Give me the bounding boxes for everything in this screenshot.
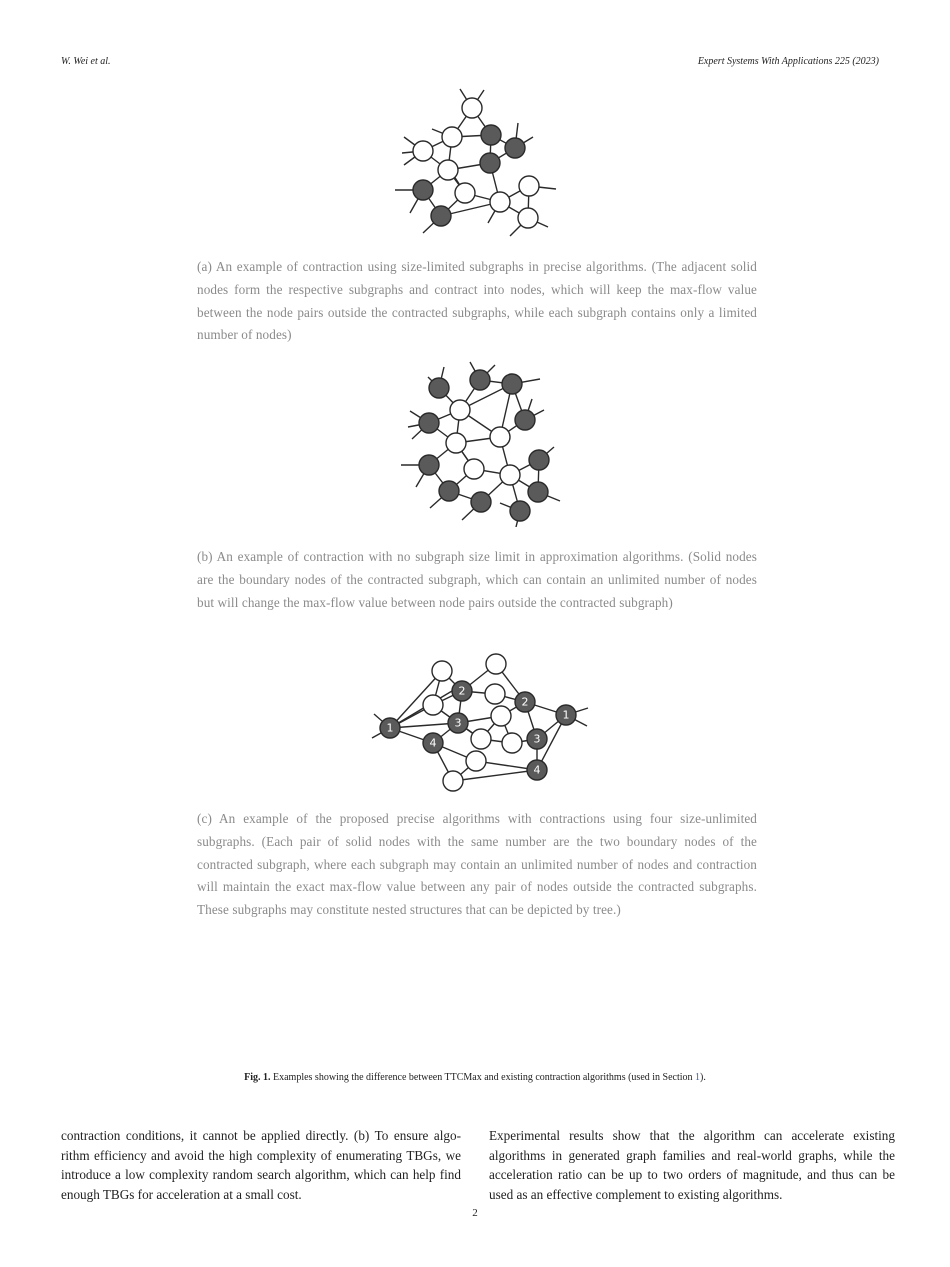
figure-caption [0,1072,950,1083]
svg-text:4: 4 [429,736,437,750]
graph-b [398,357,568,527]
figure-caption-text: Examples showing the difference between TTCMax and existing contraction algorithms (used in Section [273,1072,696,1083]
running-header-authors: W. Wei et al. [61,56,111,67]
node-4-right [527,760,547,780]
page-number: 2 [472,1207,478,1219]
subcaption-c: (c) An example of the proposed precise algorithms with contractions using four size-unlimited subgraphs. (Each pair of solid nodes with the same number are the two boundary nodes of the contracted subgraph, where each subgraph may contain an unlimited number of nodes and contraction will maintain the exact max-flow value between any pair of nodes outside the contracted subgraphs. These subgraphs may constitute nested structures that can be depicted by tree.) [197,811,757,918]
subcaption-a: (a) An example of contraction using size-limited subgraphs in precise algorithms. (The adjacent solid nodes form the respective subgraphs and contract into nodes, which will keep the max-flow value between the node pairs outside the contracted subgraphs, while each subgraph contains only a limited number of nodes) [197,259,757,343]
body-left-column: contraction conditions, it cannot be applied directly. (b) To ensure algo- rithm efficiency and avoid the high complexity of enumerating TBGs, we introduce a low complexity random search algorithm, which can help find enough TBGs for acceleration at a small cost. [61,1128,461,1202]
svg-text:2: 2 [521,695,529,709]
node-2-left [452,681,472,701]
svg-text:3: 3 [454,716,462,730]
node-1-left [380,718,400,738]
node-4-left [423,733,443,753]
svg-text:4: 4 [533,763,541,777]
svg-text:1: 1 [562,708,570,722]
body-right-column: Experimental results show that the algorithm can accelerate existing algorithms in generated graph families and real-world graphs, while the acceleration ratio can be up to two orders of magnitude, and thus can be used as an effective complement to existing algorithms. [489,1128,895,1202]
svg-text:1: 1 [386,721,394,735]
section-reference-link[interactable]: 1 [695,1072,701,1083]
svg-text:3: 3 [533,732,541,746]
node-1-right [556,705,576,725]
node-2-right [515,692,535,712]
figure-caption-end: ). [700,1072,706,1083]
graph-c [370,650,592,795]
running-header-journal: Expert Systems With Applications 225 (2023) [697,56,879,67]
subcaption-b: (b) An example of contraction with no subgraph size limit in approximation algorithms. (Solid nodes are the boundary nodes of the contracted subgraph, which can contain an unlimited number of nodes but will change the max-flow value between node pairs outside the contracted subgraph) [197,549,757,610]
svg-text:2: 2 [458,684,466,698]
node-3-left [448,713,468,733]
figure-caption-label: Fig. 1. [244,1072,271,1083]
graph-a [390,85,565,240]
node-3-right [527,729,547,749]
